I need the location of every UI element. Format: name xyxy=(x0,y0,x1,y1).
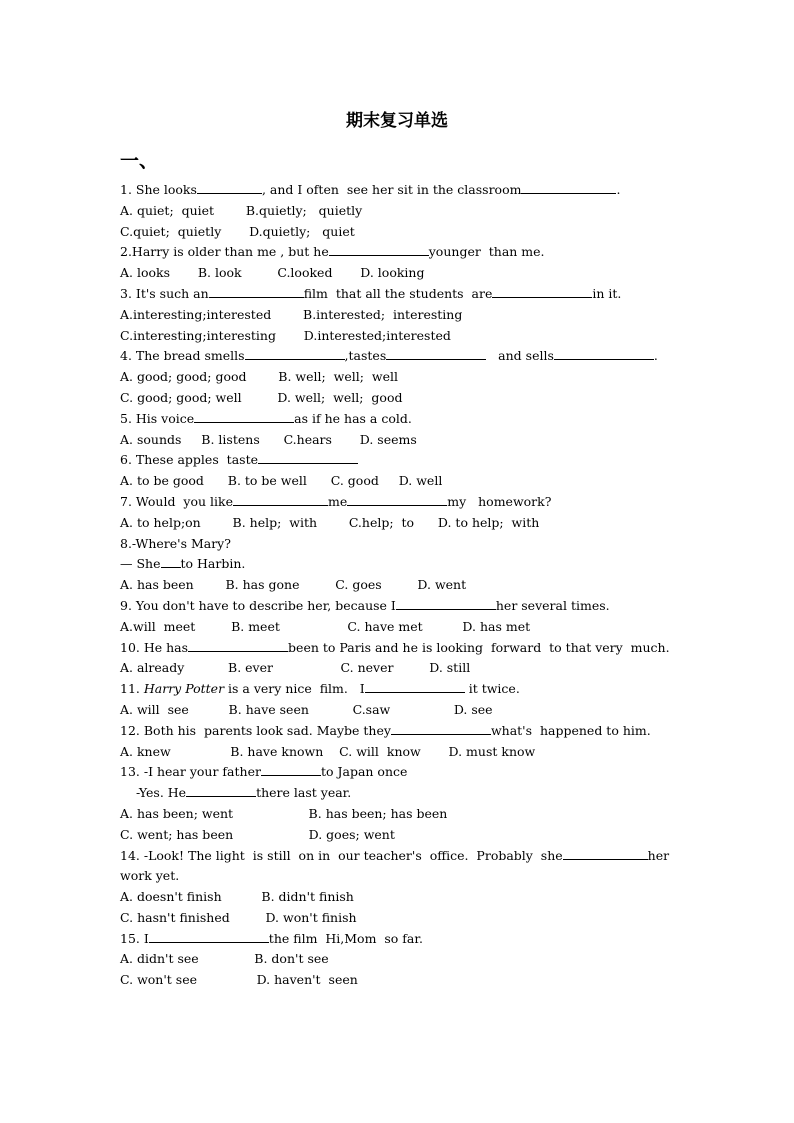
answer-options-line xyxy=(120,201,680,222)
answer-options-line xyxy=(120,430,680,451)
line-text: A. to be good B. to be well C. good D. well xyxy=(120,473,443,489)
question-line xyxy=(120,783,680,804)
answer-options-line xyxy=(120,367,680,388)
line-text: , and I often see her sit in the classroom xyxy=(261,182,522,197)
question-line xyxy=(120,554,680,575)
line-text: C. good; good; well D. well; well; good xyxy=(120,389,403,405)
answer-options-line xyxy=(120,700,680,721)
line-text: 10. He has xyxy=(120,639,189,655)
answer-blank xyxy=(554,346,654,360)
line-text: 11. xyxy=(120,681,144,697)
question-line xyxy=(120,762,680,783)
line-text: A. doesn't finish B. didn't finish xyxy=(120,889,354,905)
line-text: C. hasn't finished D. won't finish xyxy=(120,909,357,925)
answer-blank xyxy=(329,242,429,256)
line-text: 14. -Look! The light is still on in our teacher's office. Probably she xyxy=(120,847,563,863)
question-line xyxy=(120,534,680,555)
line-text: A. already B. ever C. never D. still xyxy=(120,660,471,676)
line-text: — She xyxy=(120,556,161,572)
answer-blank xyxy=(161,554,181,568)
line-text: ,tastes xyxy=(344,348,387,364)
answer-blank xyxy=(492,284,592,298)
line-text: to Japan once xyxy=(320,764,408,780)
line-text: A.interesting;interested B.interested; interesting xyxy=(120,306,463,322)
line-text: as if he has a cold. xyxy=(294,410,412,426)
line-text: in it. xyxy=(592,285,622,301)
answer-options-line xyxy=(120,617,680,638)
line-text: 7. Would you like xyxy=(120,493,234,509)
line-text: A. didn't see B. don't see xyxy=(120,951,329,967)
line-text: A. looks B. look C.looked D. looking xyxy=(120,265,425,281)
line-text: it twice. xyxy=(464,681,520,697)
line-text: is a very nice film. I xyxy=(224,681,365,697)
answer-options-line xyxy=(120,825,680,846)
line-text: C. went; has been D. goes; went xyxy=(120,826,395,842)
line-text: 1. She looks xyxy=(120,182,197,197)
line-text: A. has been B. has gone C. goes D. went xyxy=(120,577,467,593)
line-text: to Harbin. xyxy=(180,556,246,572)
line-text: 9. You don't have to describe her, because I xyxy=(120,597,396,613)
answer-options-line xyxy=(120,388,680,409)
answer-blank xyxy=(258,450,358,464)
line-text: A. sounds B. listens C.hears D. seems xyxy=(120,431,417,447)
line-text: 3. It's such an xyxy=(120,285,209,301)
line-text: . xyxy=(616,182,621,197)
italic-title: Harry Potter xyxy=(143,681,225,697)
answer-options-line xyxy=(120,326,680,347)
answer-options-line xyxy=(120,742,680,763)
answer-blank xyxy=(194,409,294,423)
question-line xyxy=(120,846,680,867)
question-line xyxy=(120,492,680,513)
line-text: 15. I xyxy=(120,930,149,946)
line-text: A. quiet; quiet B.quietly; quietly xyxy=(120,202,363,218)
answer-blank xyxy=(396,596,496,610)
question-line xyxy=(120,866,680,887)
answer-blank xyxy=(197,180,262,194)
answer-options-line xyxy=(120,887,680,908)
page-title: 期末复习单选 xyxy=(346,111,448,131)
answer-options-line xyxy=(120,263,680,284)
answer-blank xyxy=(245,346,345,360)
answer-blank xyxy=(149,929,269,943)
answer-blank xyxy=(233,492,328,506)
line-text: A. knew B. have known C. will know D. must know xyxy=(120,743,536,759)
line-text: C.interesting;interesting D.interested;interested xyxy=(120,327,451,343)
question-line xyxy=(120,180,680,201)
line-text: 4. The bread smells xyxy=(120,348,245,364)
line-text: younger than me. xyxy=(428,244,545,260)
question-line xyxy=(120,679,680,700)
answer-options-line xyxy=(120,658,680,679)
question-line xyxy=(120,638,680,659)
question-line xyxy=(120,450,680,471)
line-text: 8.-Where's Mary? xyxy=(120,535,231,551)
answer-options-line xyxy=(120,970,680,991)
question-line xyxy=(120,346,680,367)
question-line xyxy=(120,929,680,950)
answer-options-line xyxy=(120,908,680,929)
line-text: C. won't see D. haven't seen xyxy=(120,972,358,988)
line-text: 2.Harry is older than me , but he xyxy=(120,244,329,260)
line-text: A.will meet B. meet C. have met D. has met xyxy=(120,618,531,634)
answer-blank xyxy=(347,492,447,506)
line-text: her several times. xyxy=(495,597,610,613)
line-text: been to Paris and he is looking forward to that very much. xyxy=(288,639,670,655)
line-text: A. to help;on B. help; with C.help; to D. to help; with xyxy=(120,514,540,530)
answer-blank xyxy=(186,783,256,797)
answer-blank xyxy=(365,679,465,693)
question-line xyxy=(120,284,680,305)
answer-blank xyxy=(521,180,616,194)
line-text: there last year. xyxy=(256,785,352,801)
answer-options-line xyxy=(120,804,680,825)
line-text: film that all the students are xyxy=(303,285,493,301)
question-line xyxy=(120,242,680,263)
answer-options-line xyxy=(120,305,680,326)
answer-blank xyxy=(209,284,304,298)
line-text: 5. His voice xyxy=(120,410,195,426)
line-text: . xyxy=(653,348,658,364)
line-text: A. will see B. have seen C.saw D. see xyxy=(120,701,493,717)
answer-blank xyxy=(188,638,288,652)
question-line xyxy=(120,721,680,742)
answer-blank xyxy=(391,721,491,735)
line-text: 6. These apples taste xyxy=(120,452,258,468)
question-line xyxy=(120,596,680,617)
line-text: -Yes. He xyxy=(136,785,187,801)
line-text: the film Hi,Mom so far. xyxy=(268,930,423,946)
line-text: me xyxy=(328,493,348,509)
answer-options-line xyxy=(120,471,680,492)
answer-options-line xyxy=(120,575,680,596)
line-text: what's happened to him. xyxy=(490,722,651,738)
answer-options-line xyxy=(120,949,680,970)
answer-blank xyxy=(386,346,486,360)
line-text: and sells xyxy=(486,348,554,364)
question-list xyxy=(120,180,680,991)
answer-blank xyxy=(261,762,321,776)
answer-options-line xyxy=(120,222,680,243)
line-text: C.quiet; quietly D.quietly; quiet xyxy=(120,223,355,239)
line-text: A. has been; went B. has been; has been xyxy=(120,805,448,821)
line-text: 13. -I hear your father xyxy=(120,764,261,780)
section-heading: 一、 xyxy=(120,150,159,172)
question-line xyxy=(120,409,680,430)
line-text: 12. Both his parents look sad. Maybe they xyxy=(120,722,391,738)
line-text: A. good; good; good B. well; well; well xyxy=(120,369,399,385)
line-text: work yet. xyxy=(120,868,180,884)
answer-blank xyxy=(563,846,648,860)
line-text: my homework? xyxy=(447,493,552,509)
answer-options-line xyxy=(120,513,680,534)
line-text: her xyxy=(647,847,670,863)
